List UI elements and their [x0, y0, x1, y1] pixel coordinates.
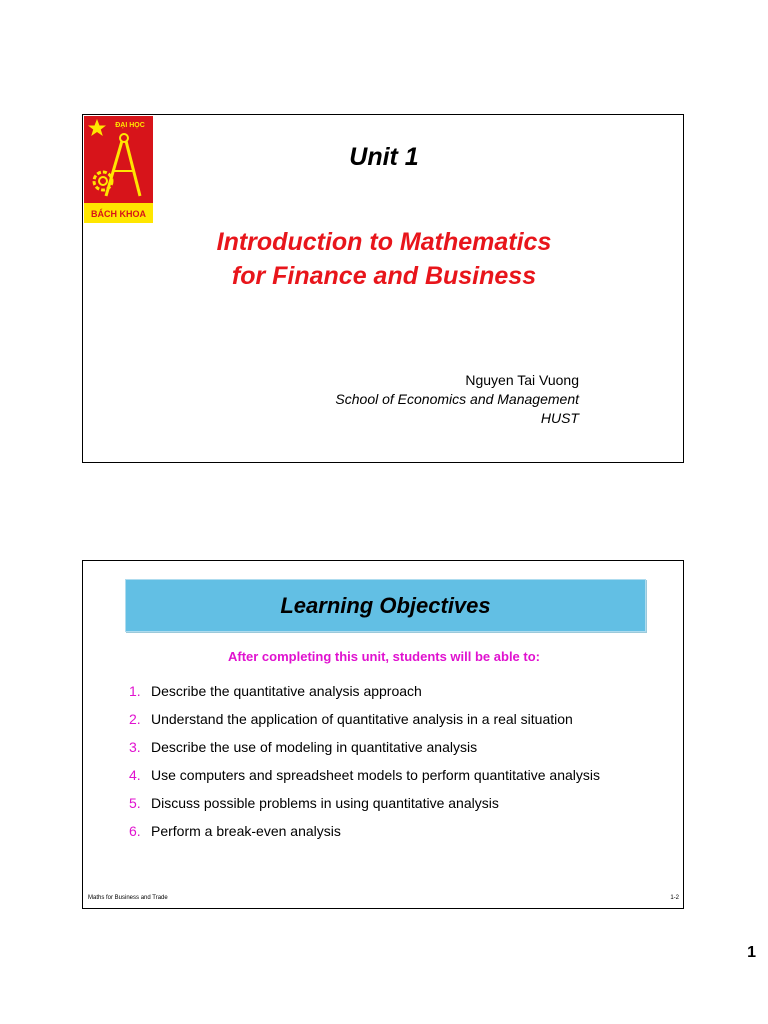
school-name: School of Economics and Management: [335, 391, 579, 407]
objectives-header-box: [125, 579, 646, 632]
list-item: [129, 737, 600, 765]
list-item-number: 5.: [129, 795, 141, 811]
unit-title: Unit 1: [349, 143, 419, 171]
list-item-text: Describe the use of modeling in quantitative analysis: [151, 739, 478, 755]
university-name: HUST: [540, 410, 579, 426]
slide-1: [82, 114, 684, 463]
list-item: [129, 681, 600, 709]
author-name: Nguyen Tai Vuong: [465, 372, 579, 388]
objectives-header: Learning Objectives: [280, 592, 491, 618]
main-title-line-1: Introduction to Mathematics: [216, 228, 552, 256]
list-item-number: 2.: [129, 711, 141, 727]
slide-footer-course: Maths for Business and Trade: [88, 895, 168, 901]
svg-text:ĐẠI HỌC: ĐẠI HỌC: [115, 122, 145, 129]
objectives-list: [129, 681, 600, 849]
list-item: [129, 765, 600, 793]
objectives-intro: After completing this unit, students will be able to:: [227, 649, 540, 664]
slide-2: [82, 560, 684, 909]
page-number: 1: [747, 944, 756, 961]
list-item: [129, 709, 600, 737]
list-item-number: 4.: [129, 767, 141, 783]
list-item-text: Use computers and spreadsheet models to perform quantitative analysis: [151, 767, 601, 783]
list-item-text: Perform a break-even analysis: [151, 823, 341, 839]
list-item-number: 3.: [129, 739, 141, 755]
slide-footer-number: 1-2: [670, 895, 679, 901]
main-title: [83, 225, 685, 293]
list-item-number: 1.: [129, 683, 141, 699]
main-title-line-2: for Finance and Business: [231, 262, 537, 290]
list-item: [129, 821, 600, 849]
list-item-number: 6.: [129, 823, 141, 839]
list-item-text: Understand the application of quantitative analysis in a real situation: [151, 711, 573, 727]
svg-text:BÁCH KHOA: BÁCH KHOA: [91, 209, 146, 219]
list-item: [129, 793, 600, 821]
author-block: [335, 371, 579, 428]
list-item-text: Describe the quantitative analysis approach: [151, 683, 422, 699]
list-item-text: Discuss possible problems in using quantitative analysis: [151, 795, 499, 811]
